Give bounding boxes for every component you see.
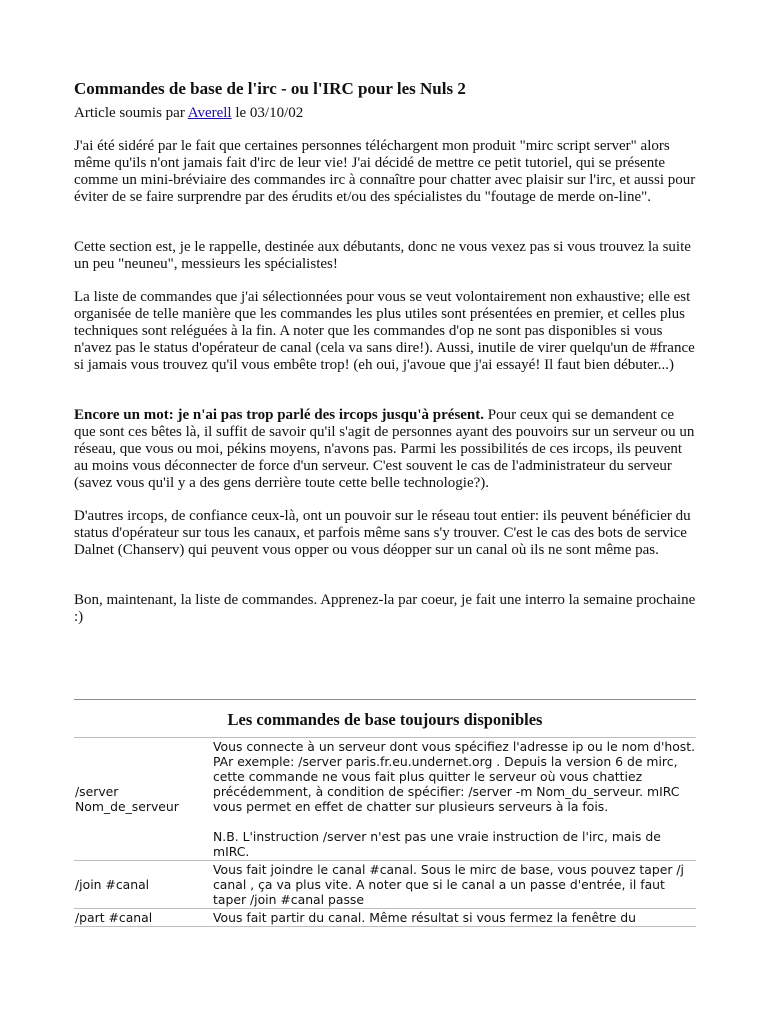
byline bbox=[74, 104, 303, 122]
commands-table-section bbox=[74, 699, 696, 927]
ircops-text: Pour ceux qui se demandent ce que sont ces bêtes là, il suffit de savoir qu'il s'agit de personnes ayant des pouvoirs sur un serveur ou un réseau, que vous ou moi, pékins moyens, n'avons pas. Parmi les possibilités de ces ircops, ils peuvent au moins vous déconnecter de force d'un serveur. C'est souvent le cas de l'administrateur du serveur (savez vous qu'il y a des gens derrière toute cette belle technologie?). bbox=[74, 407, 695, 491]
table-row bbox=[74, 861, 696, 909]
table-row bbox=[74, 738, 696, 861]
byline-prefix: Article soumis par bbox=[74, 105, 188, 121]
audience-paragraph: Cette section est, je le rappelle, destinée aux débutants, donc ne vous vexez pas si vous trouvez la suite un peu "neuneu", messieurs les spécialistes! bbox=[74, 239, 691, 272]
description-cell: Vous fait joindre le canal #canal. Sous le mirc de base, vous pouvez taper /j canal , ça va plus vite. A noter que si le canal a un passe d'entrée, il faut taper /join #canal passe bbox=[211, 861, 696, 909]
closing-paragraph: Bon, maintenant, la liste de commandes. Apprenez-la par coeur, je fait une interro la semaine prochaine :) bbox=[74, 592, 696, 625]
list-info-paragraph: La liste de commandes que j'ai sélectionnées pour vous se veut volontairement non exhaustive; elle est organisée de telle manière que les commandes les plus utiles sont présentées en premier, et celles plus techniques sont reléguées à la fin. A noter que les commandes d'op ne sont pas disponibles si vous n'avez pas le status d'opérateur de canal (cela va sans dire!). Aussi, inutile de virer quelqu'un de #france si jamais vous trouvez qu'il vous embête trop! (eh oui, j'avoue que j'ai essayé! Il faut bien débuter...) bbox=[74, 289, 695, 373]
description-cell bbox=[211, 738, 696, 861]
description-text: Vous connecte à un serveur dont vous spécifiez l'adresse ip ou le nom d'host. PAr exemple: /server paris.fr.eu.undernet.org . Depuis la version 6 de mirc, cette commande ne vous fait plus quitter le serveur où vous chattiez précédemment, à condition de spécifier: /server -m Nom_du_serveur. mIRC vous permet en effet de chatter sur plusieurs serveurs à la fois. bbox=[213, 739, 696, 814]
command-cell: /join #canal bbox=[74, 861, 211, 909]
command-cell: /server Nom_de_serveur bbox=[74, 738, 211, 861]
command-cell: /part #canal bbox=[74, 909, 211, 927]
ircops-bold-lead: Encore un mot: je n'ai pas trop parlé des ircops jusqu'à présent. bbox=[74, 407, 485, 423]
table-row bbox=[74, 909, 696, 927]
commands-table bbox=[74, 738, 696, 927]
description-cell: Vous fait partir du canal. Même résultat si vous fermez la fenêtre du bbox=[211, 909, 696, 927]
network-ircops-paragraph: D'autres ircops, de confiance ceux-là, ont un pouvoir sur le réseau tout entier: ils peuvent bénéficier du status d'opérateur sur tous les canaux, et parfois même sans s'y trouver. C'est le cas des bots de service Dalnet (Chanserv) qui peuvent vous opper ou vous déopper sur un canal où ils ne sont même pas. bbox=[74, 508, 691, 558]
author-link[interactable]: Averell bbox=[187, 105, 232, 121]
table-title: Les commandes de base toujours disponibles bbox=[74, 700, 696, 738]
intro-paragraph: J'ai été sidéré par le fait que certaines personnes téléchargent mon produit "mirc script server" alors même qu'ils n'ont jamais fait d'irc de leur vie! J'ai décidé de mettre ce petit tutoriel, qui se présente comme un mini-bréviaire des commandes irc à connaître pour chatter avec plaisir sur l'irc, et aussi pour éviter de se faire surprendre par des érudits et/ou des spécialistes du "foutage de merde on-line". bbox=[74, 138, 696, 205]
byline-date: le 03/10/02 bbox=[231, 105, 304, 121]
ircops-paragraph bbox=[74, 407, 696, 492]
description-note: N.B. L'instruction /server n'est pas une vraie instruction de l'irc, mais de mIRC. bbox=[213, 829, 661, 859]
article-title: Commandes de base de l'irc - ou l'IRC pour les Nuls 2 bbox=[74, 79, 466, 98]
